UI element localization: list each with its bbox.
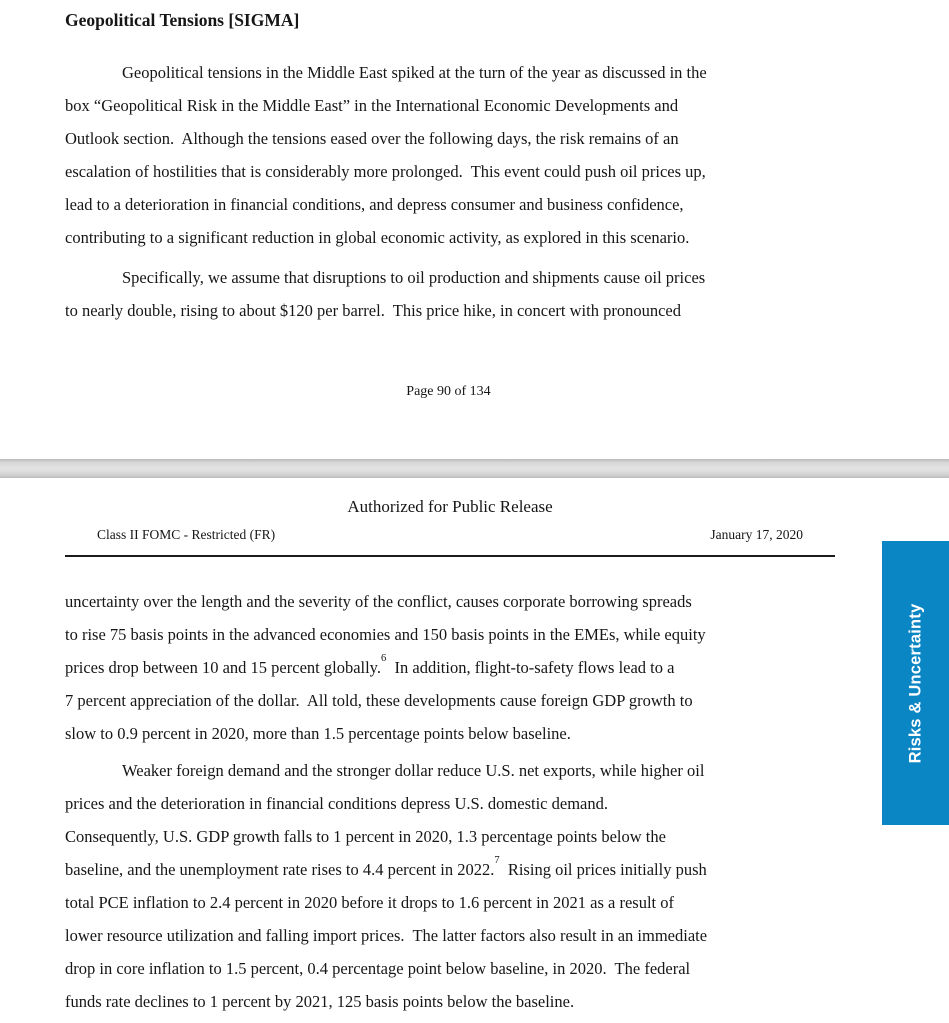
text-line: box “Geopolitical Risk in the Middle East” in the International Economic Developments and: [65, 96, 679, 115]
text-line: funds rate declines to 1 percent by 2021, 125 basis points below the baseline.: [65, 992, 575, 1011]
text-line: drop in core inflation to 1.5 percent, 0.4 percentage point below baseline, in 2020. The federal: [65, 959, 691, 978]
doc-classification: Class II FOMC - Restricted (FR): [97, 527, 276, 542]
text-line: Weaker foreign demand and the stronger dollar reduce U.S. net exports, while higher oil: [122, 761, 705, 780]
text-line: Outlook section. Although the tensions eased over the following days, the risk remains of an: [65, 129, 679, 148]
text-line: total PCE inflation to 2.4 percent in 2020 before it drops to 1.6 percent in 2021 as a result of: [65, 893, 674, 912]
page-break-divider: [0, 459, 949, 478]
text-segment: baseline, and the unemployment rate rises to 4.4 percent in 2022.: [65, 860, 495, 879]
text-line: escalation of hostilities that is considerably more prolonged. This event could push oil prices up,: [65, 162, 706, 181]
text-line: lower resource utilization and falling import prices. The latter factors also result in an immediate: [65, 926, 708, 945]
text-line: Consequently, U.S. GDP growth falls to 1 percent in 2020, 1.3 percentage points below the: [65, 827, 666, 846]
text-line: uncertainty over the length and the severity of the conflict, causes corporate borrowing spreads: [65, 592, 692, 611]
doc-date: January 17, 2020: [710, 527, 803, 542]
footnote-reference-6: 6: [381, 652, 387, 664]
section-tab-risks-uncertainty[interactable]: [882, 541, 949, 825]
text-segment: Rising oil prices initially push: [499, 860, 707, 879]
paragraph: [65, 754, 855, 1018]
text-line: [65, 651, 855, 684]
text-segment: In addition, flight-to-safety flows lead to a: [386, 658, 675, 677]
paragraph: [65, 261, 855, 327]
text-line: Specifically, we assume that disruptions to oil production and shipments cause oil prices: [122, 268, 706, 287]
paragraph: [65, 585, 855, 750]
text-line: lead to a deterioration in financial conditions, and depress consumer and business confidence,: [65, 195, 684, 214]
document-header-row: [65, 527, 835, 543]
text-line: contributing to a significant reduction in global economic activity, as explored in this scenario.: [65, 228, 690, 247]
text-line: to rise 75 basis points in the advanced economies and 150 basis points in the EMEs, while equity: [65, 625, 706, 644]
document-page-90: [0, 0, 949, 459]
text-line: 7 percent appreciation of the dollar. All told, these developments cause foreign GDP growth to: [65, 691, 693, 710]
release-banner: Authorized for Public Release: [347, 497, 553, 516]
text-line: prices and the deterioration in financial conditions depress U.S. domestic demand.: [65, 794, 608, 813]
page-number-footer: Page 90 of 134: [406, 384, 491, 399]
section-heading: Geopolitical Tensions [SIGMA]: [65, 10, 300, 30]
section-tab-label: Risks & Uncertainty: [906, 603, 925, 763]
text-line: slow to 0.9 percent in 2020, more than 1.5 percentage points below baseline.: [65, 724, 571, 743]
header-rule: [65, 555, 835, 557]
text-segment: prices drop between 10 and 15 percent globally.: [65, 658, 381, 677]
text-line: [65, 853, 855, 886]
paragraph: [65, 56, 855, 254]
footnote-reference-7: 7: [494, 854, 500, 866]
text-line: Geopolitical tensions in the Middle East spiked at the turn of the year as discussed in the: [122, 63, 707, 82]
text-line: to nearly double, rising to about $120 per barrel. This price hike, in concert with pronounced: [65, 301, 681, 320]
